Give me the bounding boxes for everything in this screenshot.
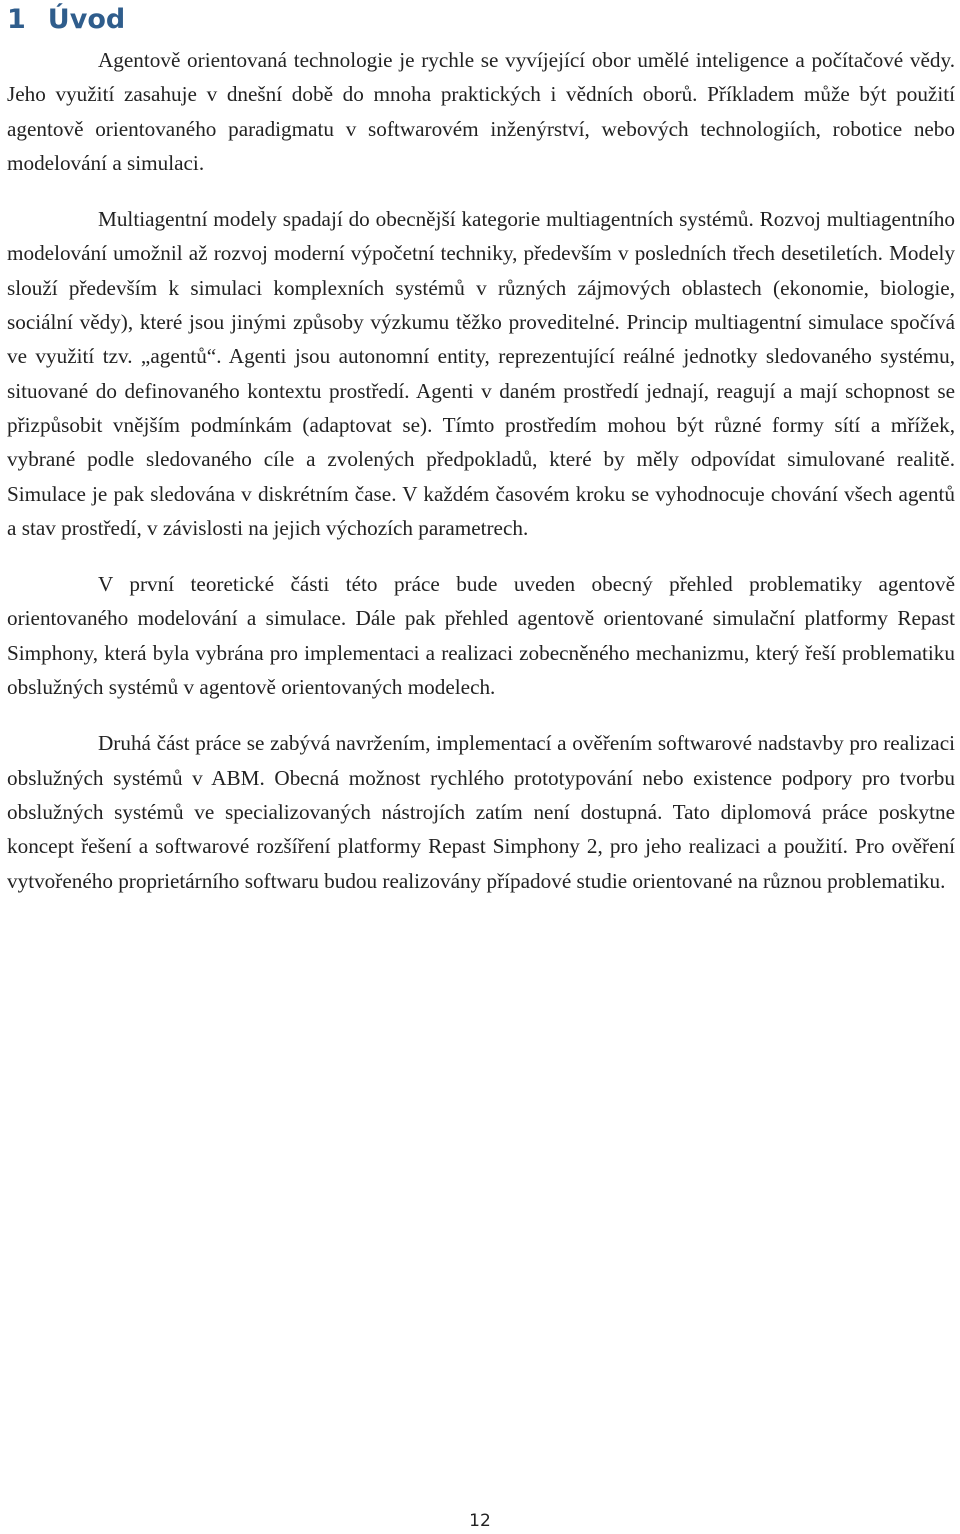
paragraph-1: Agentově orientovaná technologie je rychle se vyvíjející obor umělé inteligence a počítačové vědy. Jeho využití zasahuje v dnešní době do mnoha praktických i vědních oborů. Příkladem může být použití agentově orientovaného paradigmatu v softwarovém inženýrství, webových technologiích, robotice nebo modelování a simulaci. xyxy=(7,48,955,175)
paragraph-2: Multiagentní modely spadají do obecnější kategorie multiagentních systémů. Rozvoj multiagentního modelování umožnil až rozvoj moderní výpočetní techniky, především v posledních třech desetiletích. Modely slouží především k simulaci komplexních systémů v různých zájmových oblastech (ekonomie, biologie, sociální vědy), které jsou jinými způsoby výzkumu těžko proveditelné. Princip multiagentní simulace spočívá ve využití tzv. „agentů“. Agenti jsou autonomní entity, reprezentující reálné jednotky sledovaného systému, situované do definovaného kontextu prostředí. Agenti v daném prostředí jednají, reagují a mají schopnost se přizpůsobit vnějším podmínkám (adaptovat se). Tímto prostředím mohou být různé formy sítí a mřížek, vybrané podle sledovaného cíle a zvolených předpokladů, které by měly odpovídat simulované realitě. Simulace je pak sledována v diskrétním čase. V každém časovém kroku se vyhodnocuje chování všech agentů a stav prostředí, v závislosti na jejich výchozích parametrech. xyxy=(7,207,955,540)
chapter-title: Úvod xyxy=(47,4,126,35)
paragraph-3: V první teoretické části této práce bude uveden obecný přehled problematiky agentově orientovaného modelování a simulace. Dále pak přehled agentově orientované simulační platformy Repast Simphony, která byla vybrána pro implementaci a realizaci zobecněného mechanizmu, který řeší problematiku obslužných systémů v agentově orientovaných modelech. xyxy=(7,572,955,700)
paragraph-4: Druhá část práce se zabývá navržením, implementací a ověřením softwarové nadstavby pro realizaci obslužných systémů v ABM. Obecná možnost rychlého prototypování nebo existence podpory pro tvorbu obslužných systémů ve specializovaných nástrojích zatím není dostupná. Tato diplomová práce poskytne koncept řešení a softwarové rozšíření platformy Repast Simphony 2, pro jeho realizaci a použití. Pro ověření vytvořeného proprietárního softwaru budou realizovány případové studie orientované na různou problematiku. xyxy=(7,731,955,893)
chapter-body xyxy=(7,43,955,898)
chapter-heading xyxy=(7,2,125,38)
chapter-number: 1 xyxy=(7,4,26,35)
page-number: 12 xyxy=(469,1511,491,1531)
